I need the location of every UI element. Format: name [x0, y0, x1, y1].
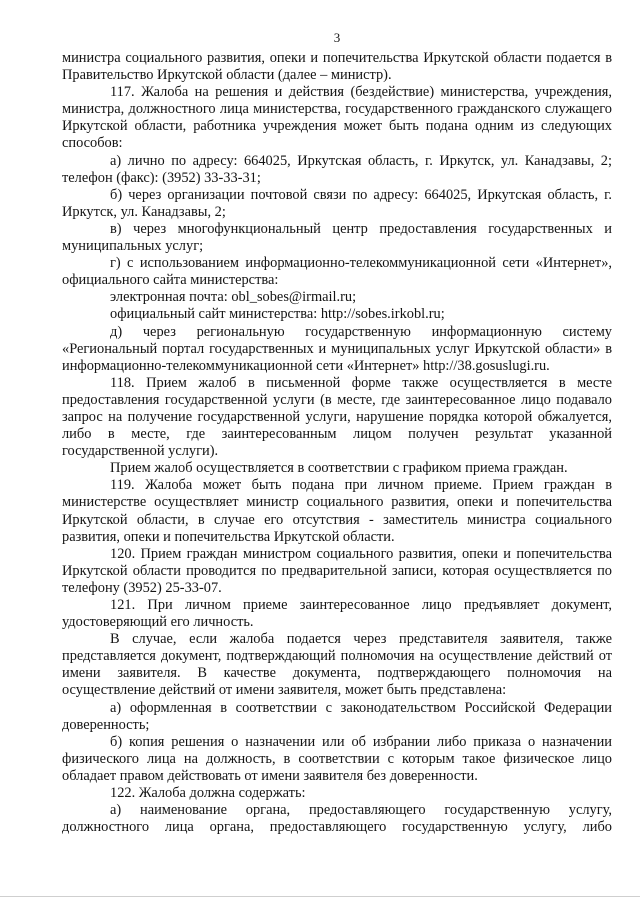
- document-body: [62, 50, 612, 836]
- scan-edge-line: [0, 896, 640, 897]
- paragraph-121-representative: В случае, если жалоба подается через представителя заявителя, также представляется документ, подтверждающий полномочия на осуществление действий от имени заявителя. В качестве документа, подтверждающего полномочия на осуществление действий от имени заявителя, может быть представлена:: [62, 631, 612, 699]
- paragraph-email: электронная почта: obl_sobes@irmail.ru;: [110, 289, 357, 306]
- paragraph-121: 121. При личном приеме заинтересованное лицо предъявляет документ, удостоверяющий его личность.: [62, 597, 612, 631]
- paragraph-121-b: б) копия решения о назначении или об избрании либо приказа о назначении физического лица на должность, в соответствии с которым такое физическое лицо обладает правом действовать от имени заявителя без доверенности.: [62, 733, 612, 784]
- paragraph-122-a: а) наименование органа, предоставляющего государственную услугу, должностного лица органа, предоставляющего государственную услугу, либо: [62, 802, 612, 836]
- page-number: 3: [333, 30, 341, 45]
- paragraph-117-b: б) через организации почтовой связи по адресу: 664025, Иркутская область, г. Иркутск, ул. Канадзавы, 2;: [62, 186, 612, 220]
- paragraph-120: 120. Прием граждан министром социального развития, опеки и попечительства Иркутской области проводится по предварительной записи, которая осуществляется по телефону (3952) 25-33-07.: [62, 545, 612, 596]
- paragraph-122: 122. Жалоба должна содержать:: [110, 785, 306, 802]
- paragraph-117-g: г) с использованием информационно-телекоммуникационной сети «Интернет», официального сайта министерства:: [62, 255, 612, 289]
- paragraph-121-a: а) оформленная в соответствии с законодательством Российской Федерации доверенность;: [62, 699, 612, 733]
- paragraph-117-v: в) через многофункциональный центр предоставления государственных и муниципальных услуг;: [62, 220, 612, 255]
- paragraph-website: официальный сайт министерства: http://sobes.irkobl.ru;: [110, 306, 445, 323]
- paragraph-118: 118. Прием жалоб в письменной форме также осуществляется в месте предоставления государственной услуги (в месте, где заинтересованное лицо подавало запрос на получение государственной услуги, нарушение порядка которой обжалуется, либо в месте, где заинтересованным лицом получен результат указанной государственной услуги).: [62, 374, 612, 460]
- paragraph-117: 117. Жалоба на решения и действия (бездействие) министерства, учреждения, министра, должностного лица министерства, государственного гражданского служащего Иркутской области, работника учреждения может быть подана одним из следующих способов:: [62, 84, 612, 152]
- paragraph-117-d: д) через региональную государственную информационную систему «Региональный портал государственных и муниципальных услуг Иркутской области» в информационно-телекоммуникационной сети «Интернет» http://38.gosuslugi.ru.: [62, 323, 612, 374]
- paragraph-continuation: министра социального развития, опеки и попечительства Иркутской области подается в Правительство Иркутской области (далее – министр).: [62, 50, 612, 84]
- paragraph-119: 119. Жалоба может быть подана при личном приеме. Прием граждан в министерстве осуществляет министр социального развития, опеки и попечительства Иркутской области, в случае его отсутствия - заместитель министра социального развития, опеки и попечительства Иркутской области.: [62, 477, 612, 545]
- paragraph-117-a: а) лично по адресу: 664025, Иркутская область, г. Иркутск, ул. Канадзавы, 2; телефон (факс): (3952) 33-33-31;: [62, 152, 612, 186]
- paragraph-118-schedule: Прием жалоб осуществляется в соответствии с графиком приема граждан.: [110, 460, 568, 477]
